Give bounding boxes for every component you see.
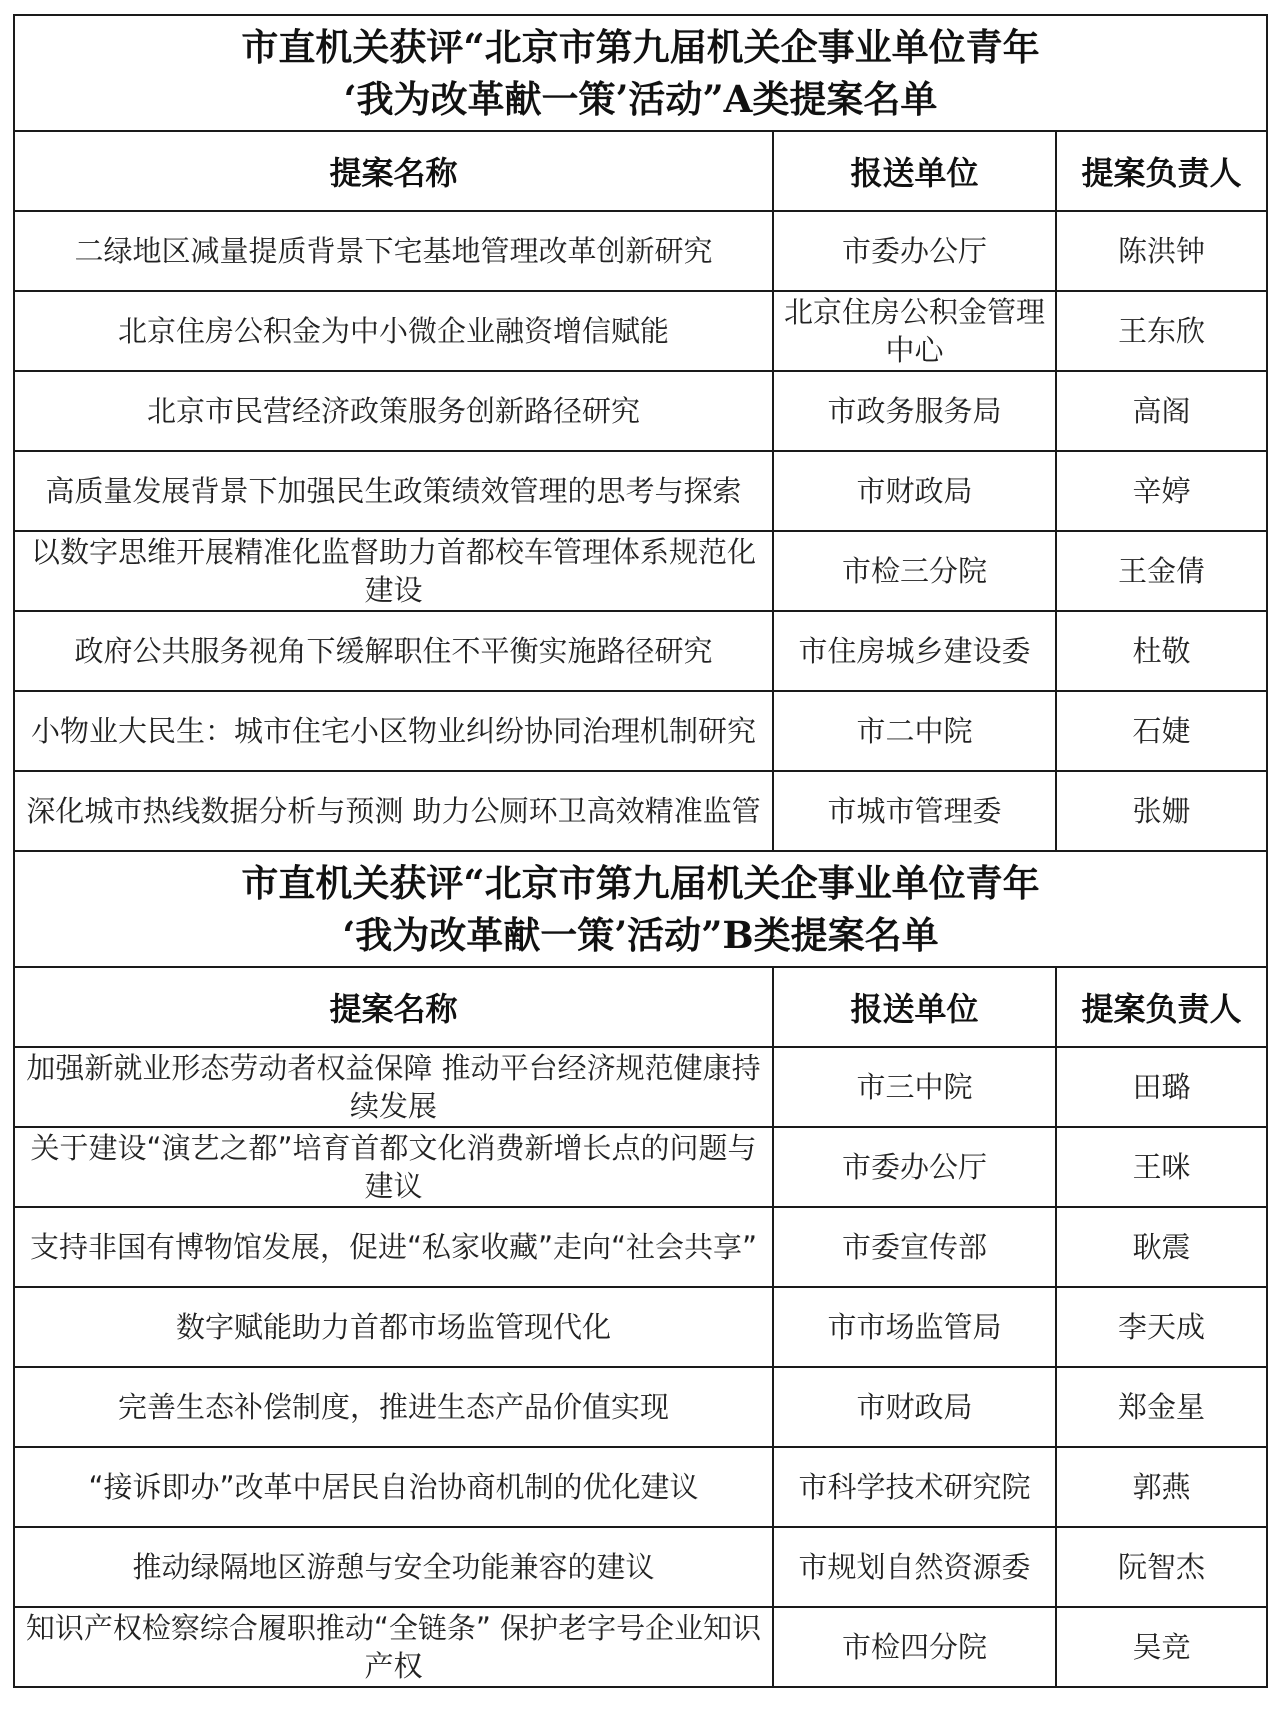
table-row: [14, 1127, 1267, 1207]
proposal-owner: 王金倩: [1056, 531, 1267, 611]
submitting-unit: 市检四分院: [773, 1607, 1056, 1687]
proposal-name: “接诉即办”改革中居民自治协商机制的优化建议: [14, 1447, 773, 1527]
table-row: [14, 1447, 1267, 1527]
table-row: [14, 291, 1267, 371]
submitting-unit: 市规划自然资源委: [773, 1527, 1056, 1607]
proposal-owner: 张姗: [1056, 771, 1267, 851]
column-header-proposal-owner: 提案负责人: [1056, 131, 1267, 211]
table-row: [14, 611, 1267, 691]
proposal-name: 完善生态补偿制度，推进生态产品价值实现: [14, 1367, 773, 1447]
column-header-proposal-owner: 提案负责人: [1056, 967, 1267, 1047]
proposal-owner: 高阁: [1056, 371, 1267, 451]
submitting-unit: 市委宣传部: [773, 1207, 1056, 1287]
table-row: [14, 1207, 1267, 1287]
submitting-unit: 市委办公厅: [773, 1127, 1056, 1207]
table-row: [14, 691, 1267, 771]
proposal-name: 支持非国有博物馆发展，促进“私家收藏”走向“社会共享”: [14, 1207, 773, 1287]
submitting-unit: 市二中院: [773, 691, 1056, 771]
table-row: [14, 531, 1267, 611]
column-header-proposal-name: 提案名称: [14, 131, 773, 211]
submitting-unit: 市政务服务局: [773, 371, 1056, 451]
proposal-owner: 辛婷: [1056, 451, 1267, 531]
proposal-owner: 陈洪钟: [1056, 211, 1267, 291]
document: [13, 14, 1266, 1688]
submitting-unit: 市三中院: [773, 1047, 1056, 1127]
submitting-unit: 市科学技术研究院: [773, 1447, 1056, 1527]
table-row: [14, 1047, 1267, 1127]
proposal-name: 小物业大民生：城市住宅小区物业纠纷协同治理机制研究: [14, 691, 773, 771]
section-a-title-row: [14, 15, 1267, 131]
section-b-title-line-2: ‘我为改革献一策’活动”B类提案名单: [342, 913, 939, 957]
proposal-name: 推动绿隔地区游憩与安全功能兼容的建议: [14, 1527, 773, 1607]
proposal-list-table: [13, 14, 1268, 1688]
submitting-unit: 市财政局: [773, 451, 1056, 531]
section-a-title-line-1: 市直机关获评“北京市第九届机关企事业单位青年: [241, 25, 1040, 69]
proposal-owner: 杜敬: [1056, 611, 1267, 691]
section-b-title-line-1: 市直机关获评“北京市第九届机关企事业单位青年: [241, 861, 1040, 905]
proposal-name: 北京市民营经济政策服务创新路径研究: [14, 371, 773, 451]
column-header-submitting-unit: 报送单位: [773, 131, 1056, 211]
proposal-name: 关于建设“演艺之都”培育首都文化消费新增长点的问题与建议: [14, 1127, 773, 1207]
proposal-owner: 田璐: [1056, 1047, 1267, 1127]
table-row: [14, 771, 1267, 851]
proposal-owner: 郭燕: [1056, 1447, 1267, 1527]
submitting-unit: 市财政局: [773, 1367, 1056, 1447]
proposal-name: 数字赋能助力首都市场监管现代化: [14, 1287, 773, 1367]
submitting-unit: 北京住房公积金管理中心: [773, 291, 1056, 371]
submitting-unit: 市委办公厅: [773, 211, 1056, 291]
table-row: [14, 1287, 1267, 1367]
submitting-unit: 市住房城乡建设委: [773, 611, 1056, 691]
proposal-name: 深化城市热线数据分析与预测 助力公厕环卫高效精准监管: [14, 771, 773, 851]
section-a-title: [14, 15, 1267, 131]
proposal-name: 二绿地区减量提质背景下宅基地管理改革创新研究: [14, 211, 773, 291]
column-header-proposal-name: 提案名称: [14, 967, 773, 1047]
table-row: [14, 451, 1267, 531]
proposal-name: 以数字思维开展精准化监督助力首都校车管理体系规范化建设: [14, 531, 773, 611]
submitting-unit: 市城市管理委: [773, 771, 1056, 851]
proposal-owner: 耿震: [1056, 1207, 1267, 1287]
proposal-owner: 李天成: [1056, 1287, 1267, 1367]
proposal-name: 北京住房公积金为中小微企业融资增信赋能: [14, 291, 773, 371]
proposal-name: 知识产权检察综合履职推动“全链条” 保护老字号企业知识产权: [14, 1607, 773, 1687]
proposal-owner: 王咪: [1056, 1127, 1267, 1207]
section-a-title-line-2: ‘我为改革献一策’活动”A类提案名单: [343, 77, 938, 121]
section-b-title: [14, 851, 1267, 967]
proposal-owner: 王东欣: [1056, 291, 1267, 371]
table-row: [14, 1607, 1267, 1687]
proposal-name: 高质量发展背景下加强民生政策绩效管理的思考与探索: [14, 451, 773, 531]
column-header-submitting-unit: 报送单位: [773, 967, 1056, 1047]
proposal-name: 政府公共服务视角下缓解职住不平衡实施路径研究: [14, 611, 773, 691]
proposal-owner: 吴竞: [1056, 1607, 1267, 1687]
section-b-title-row: [14, 851, 1267, 967]
table-row: [14, 1367, 1267, 1447]
section-a-header-row: [14, 131, 1267, 211]
proposal-owner: 阮智杰: [1056, 1527, 1267, 1607]
section-b-header-row: [14, 967, 1267, 1047]
submitting-unit: 市检三分院: [773, 531, 1056, 611]
proposal-owner: 郑金星: [1056, 1367, 1267, 1447]
table-row: [14, 371, 1267, 451]
table-row: [14, 211, 1267, 291]
table-row: [14, 1527, 1267, 1607]
proposal-owner: 石婕: [1056, 691, 1267, 771]
proposal-name: 加强新就业形态劳动者权益保障 推动平台经济规范健康持续发展: [14, 1047, 773, 1127]
submitting-unit: 市市场监管局: [773, 1287, 1056, 1367]
